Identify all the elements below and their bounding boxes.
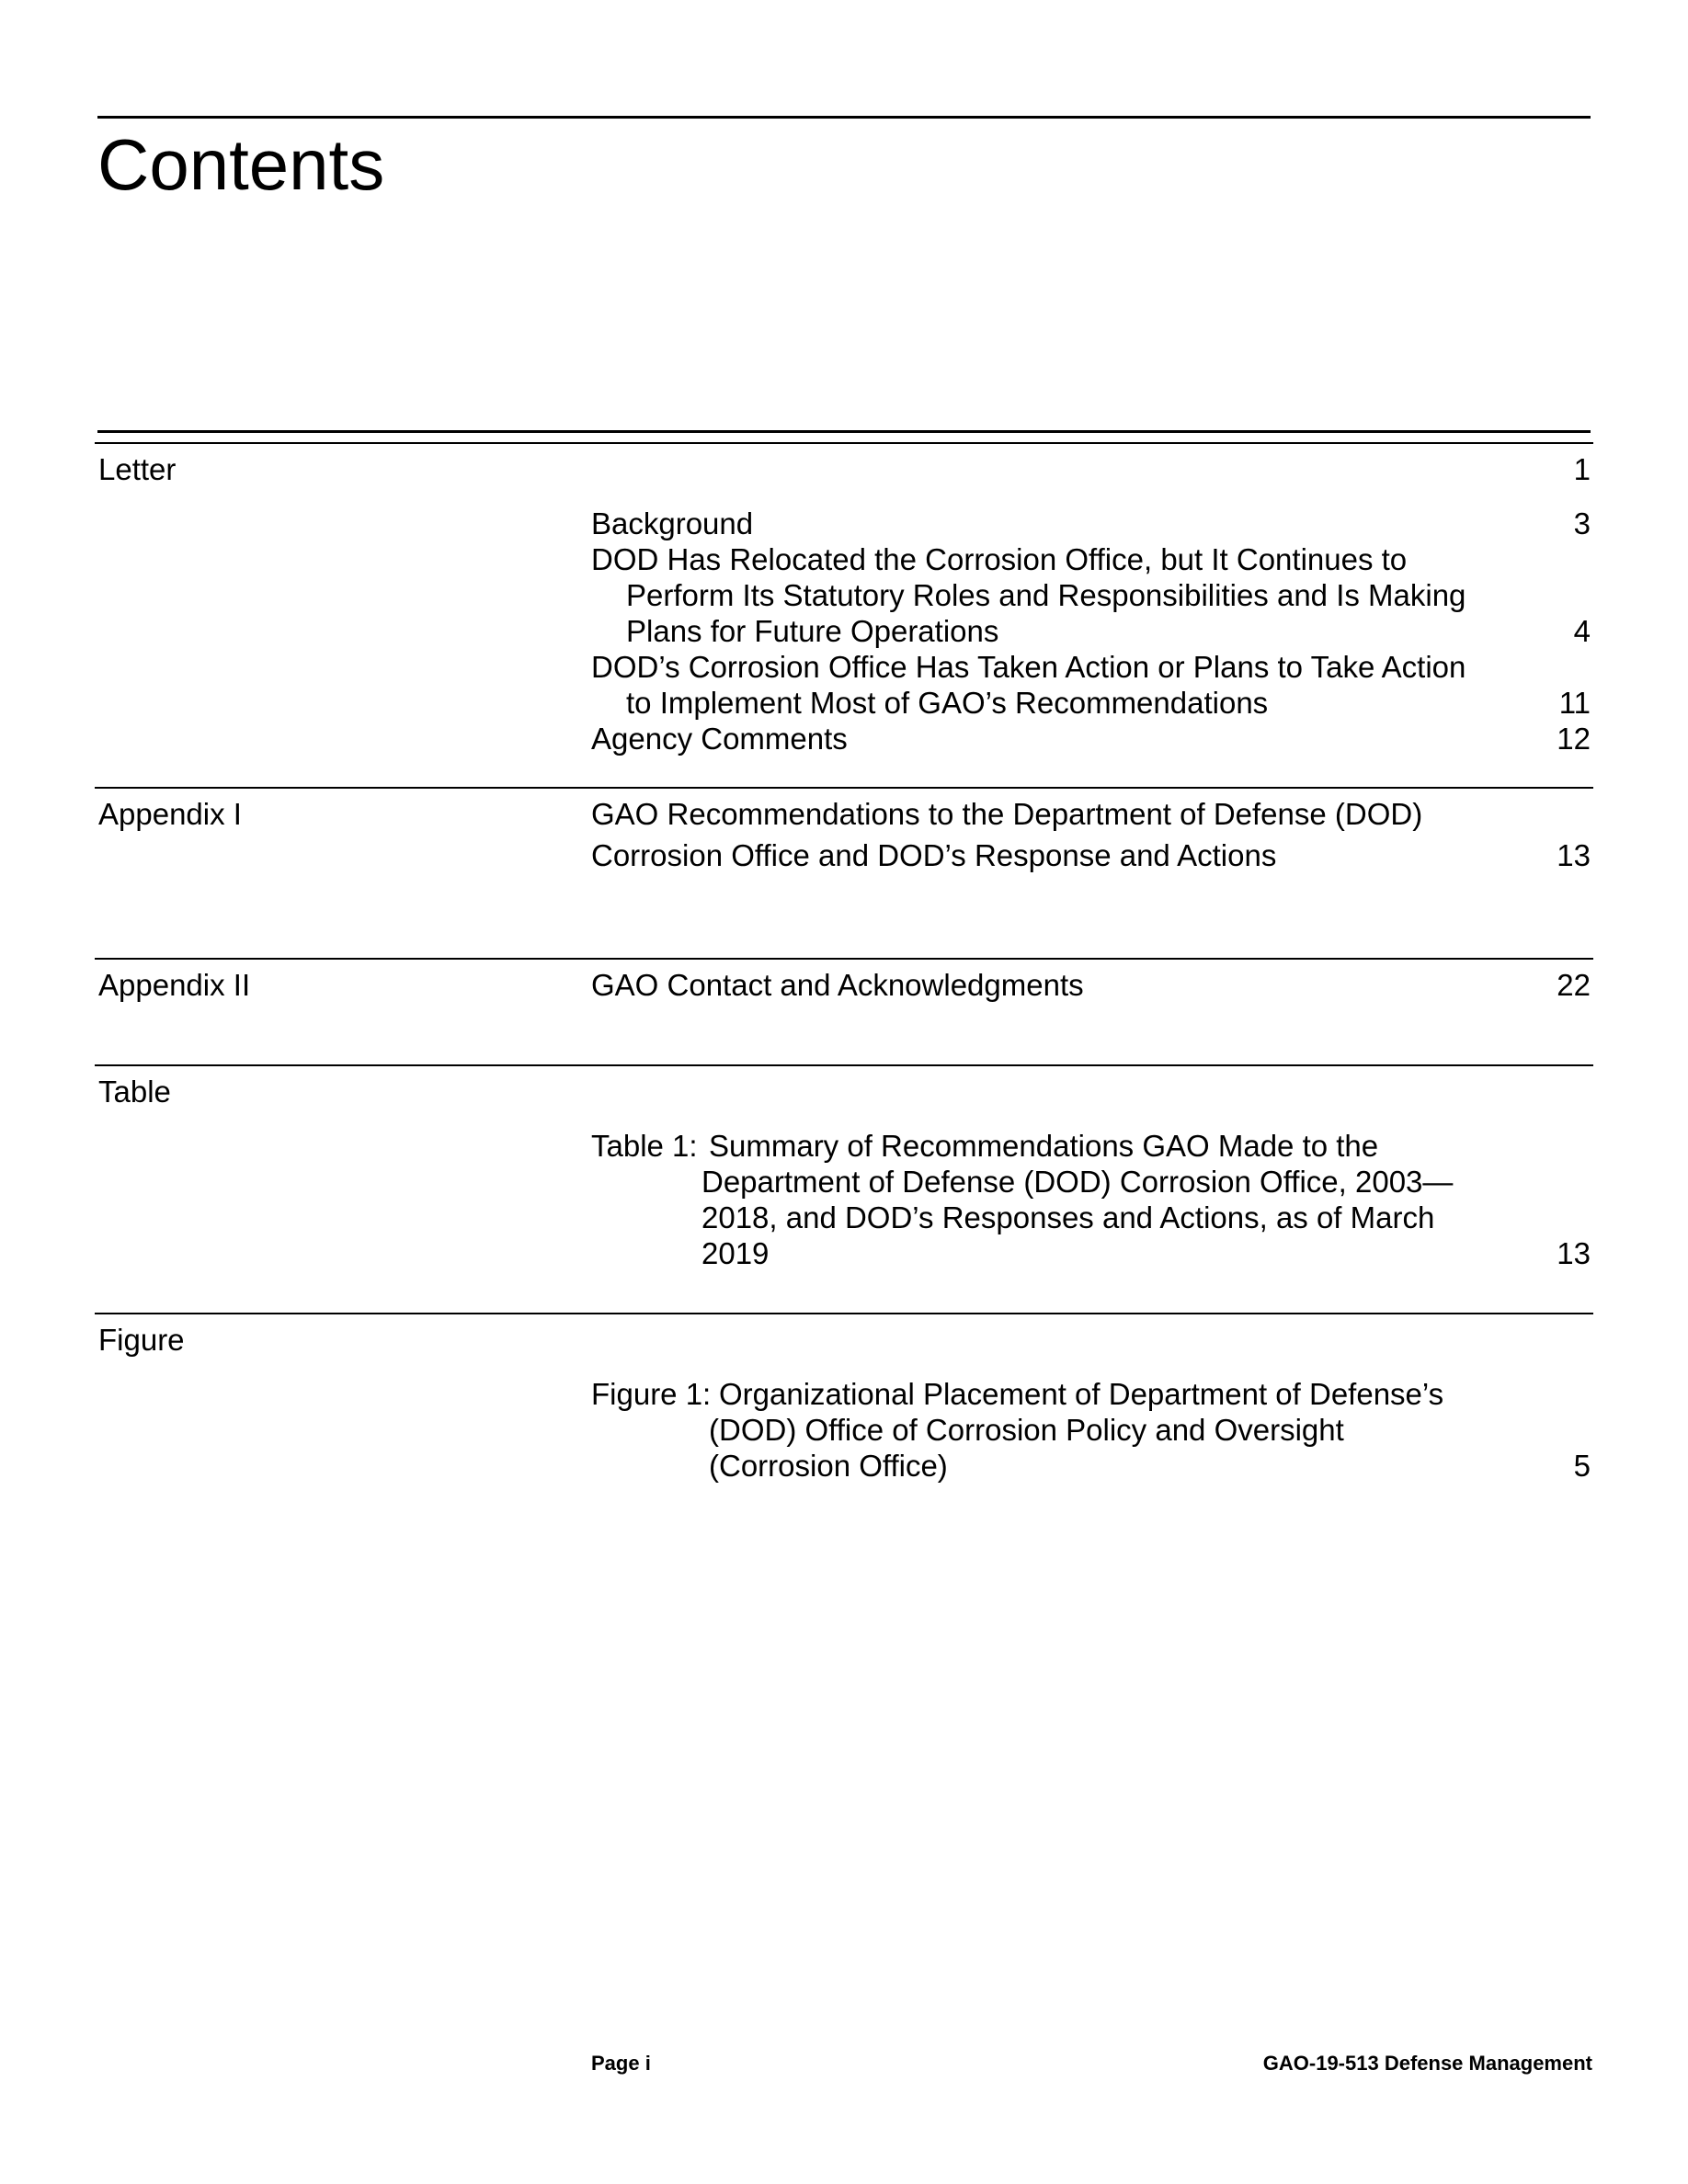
page-title: Contents (97, 124, 385, 205)
figure1-title-line1[interactable]: Organizational Placement of Department of Defense’s (719, 1377, 1444, 1411)
table1-prefix[interactable]: Table 1: (591, 1129, 698, 1163)
toc-page-background[interactable]: 3 (1573, 506, 1591, 540)
figures-label: Figure (98, 1323, 185, 1357)
toc-page-table1[interactable]: 13 (1557, 1236, 1591, 1270)
section-rule (95, 958, 1593, 960)
toc-entry-actions-line1[interactable]: DOD’s Corrosion Office Has Taken Action or Plans to Take Action (591, 650, 1466, 684)
toc-page-figure1[interactable]: 5 (1573, 1449, 1591, 1483)
toc-entry-appendix1-line2[interactable]: Corrosion Office and DOD’s Response and Actions (591, 838, 1277, 872)
figure1-title-line3[interactable]: (Corrosion Office) (709, 1449, 948, 1483)
toc-entry-background[interactable]: Background (591, 506, 754, 540)
section-rule-thick (97, 430, 1591, 433)
toc-entry-actions-line2[interactable]: to Implement Most of GAO’s Recommendations (626, 686, 1269, 720)
toc-page-actions[interactable]: 11 (1558, 686, 1591, 720)
section-rule (95, 1064, 1593, 1066)
toc-page-agency-comments[interactable]: 12 (1557, 722, 1591, 756)
toc-entry-relocated-line2[interactable]: Perform Its Statutory Roles and Responsibilities and Is Making (626, 578, 1466, 612)
top-rule (97, 116, 1591, 119)
toc-entry-appendix1-line1[interactable]: GAO Recommendations to the Department of Defense (DOD) (591, 797, 1423, 831)
toc-entry-relocated-line1[interactable]: DOD Has Relocated the Corrosion Office, but It Continues to (591, 542, 1408, 576)
section-rule (95, 1313, 1593, 1314)
toc-entry-agency-comments[interactable]: Agency Comments (591, 722, 848, 756)
toc-entry-relocated-line3[interactable]: Plans for Future Operations (626, 614, 999, 648)
toc-page-appendix2[interactable]: 22 (1557, 968, 1591, 1002)
appendix1-label: Appendix I (98, 797, 242, 831)
figure1-prefix[interactable]: Figure 1: (591, 1377, 712, 1411)
letter-page[interactable]: 1 (1573, 452, 1591, 486)
table1-title-line2[interactable]: Department of Defense (DOD) Corrosion Office, 2003— (701, 1165, 1454, 1199)
toc-page-relocated[interactable]: 4 (1573, 614, 1591, 648)
table1-title-line3[interactable]: 2018, and DOD’s Responses and Actions, as of March (701, 1200, 1435, 1234)
tables-label: Table (98, 1075, 171, 1109)
appendix2-label: Appendix II (98, 968, 251, 1002)
footer-report-id: GAO-19-513 Defense Management (1262, 2052, 1592, 2075)
letter-label: Letter (98, 452, 177, 486)
toc-entry-appendix2[interactable]: GAO Contact and Acknowledgments (591, 968, 1084, 1002)
table1-title-line4[interactable]: 2019 (701, 1236, 770, 1270)
section-rule (95, 787, 1593, 789)
table1-title-line1[interactable]: Summary of Recommendations GAO Made to the (709, 1129, 1379, 1163)
figure1-title-line2[interactable]: (DOD) Office of Corrosion Policy and Oversight (709, 1413, 1344, 1447)
toc-page-appendix1[interactable]: 13 (1557, 838, 1591, 872)
footer-page-label: Page i (591, 2052, 651, 2075)
section-rule-thin (95, 442, 1593, 444)
